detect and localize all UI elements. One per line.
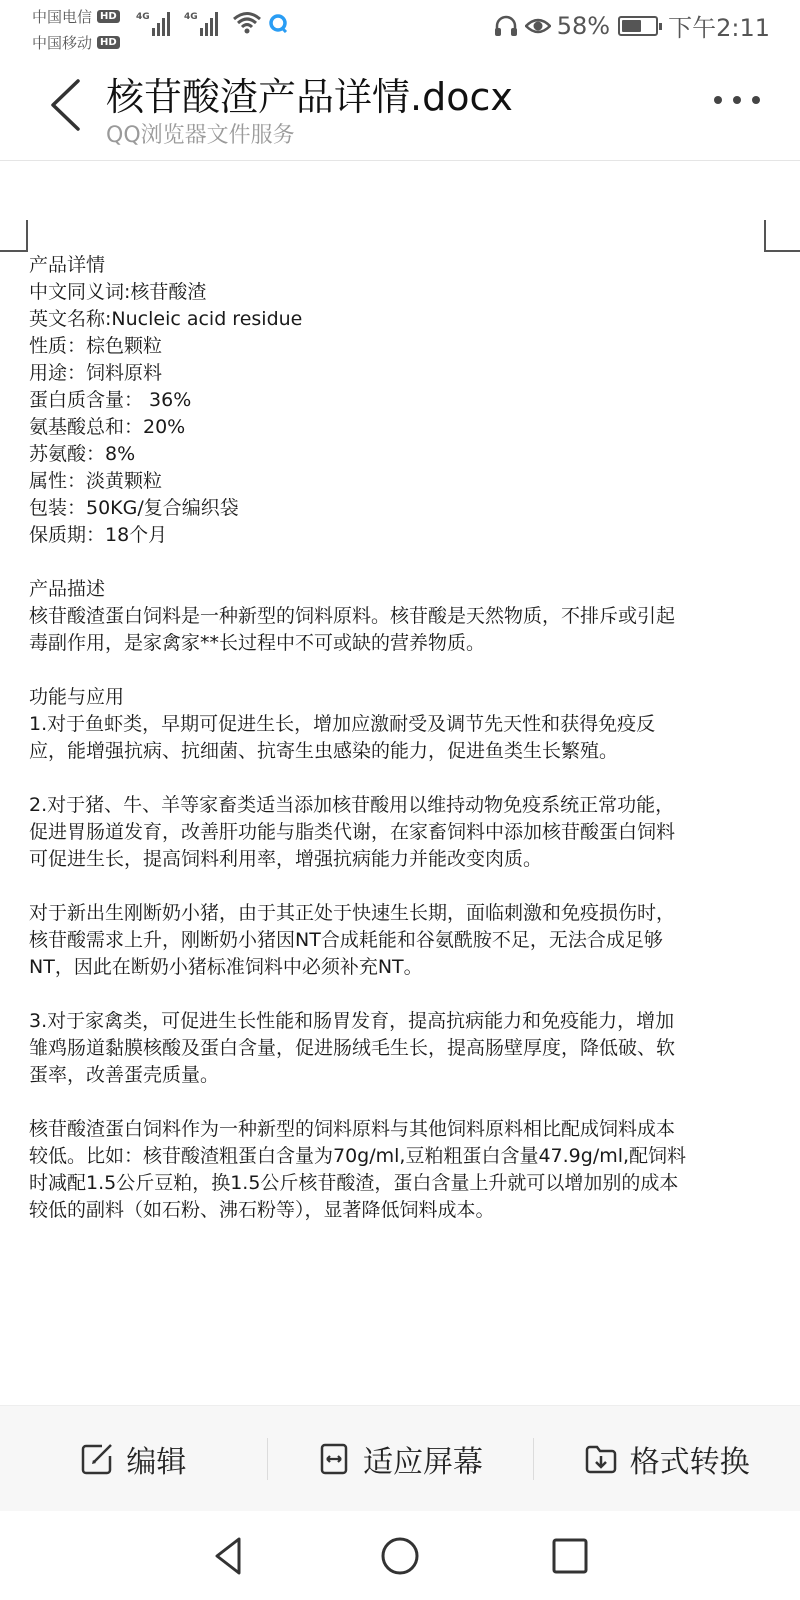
fit-screen-icon	[317, 1442, 351, 1476]
paragraph-line: 1.对于鱼虾类，早期可促进生长，增加应激耐受及调节先天性和获得免疫反	[29, 713, 656, 735]
more-menu-icon[interactable]	[714, 90, 760, 110]
battery-icon	[618, 16, 658, 36]
signal-icon-2	[184, 12, 220, 36]
format-convert-button[interactable]	[533, 1406, 800, 1512]
description-line: 毒副作用，是家禽家**长过程中不可或缺的营养物质。	[29, 632, 486, 654]
detail-line: 英文名称:Nucleic acid residue	[29, 308, 303, 330]
edit-label: 编辑	[126, 1445, 187, 1480]
paragraph-line: 蛋率，改善蛋壳质量。	[29, 1064, 220, 1086]
paragraph-line: 核苷酸需求上升，刚断奶小猪因NT合成耗能和谷氨酰胺不足，无法合成足够	[29, 929, 663, 951]
network-type-2: 4G	[184, 12, 198, 22]
hd-badge-1: HD	[97, 10, 120, 23]
status-right	[493, 8, 770, 43]
paragraph-line: 3.对于家禽类，可促进生长性能和肠胃发育，提高抗病能力和免疫能力，增加	[29, 1010, 675, 1032]
hd-badge-2: HD	[97, 36, 120, 49]
detail-line: 属性：淡黄颗粒	[29, 470, 163, 492]
detail-line: 苏氨酸：8%	[29, 443, 136, 465]
battery-percent: 58%	[556, 11, 611, 40]
detail-line: 中文同义词:核苷酸渣	[29, 281, 207, 303]
status-bar	[0, 0, 800, 52]
folder-download-icon	[584, 1442, 618, 1476]
fit-screen-label: 适应屏幕	[363, 1445, 483, 1480]
bottom-toolbar	[0, 1405, 800, 1512]
paragraph-line: 对于新出生刚断奶小猪，由于其正处于快速生长期，面临刺激和免疫损伤时，	[29, 902, 676, 924]
headset-icon	[493, 14, 519, 38]
clock: 下午2:11	[668, 14, 770, 42]
paragraph-livestock	[29, 792, 769, 873]
description-line: 核苷酸渣蛋白饲料是一种新型的饲料原料。核苷酸是天然物质，不排斥或引起	[29, 605, 676, 627]
fit-screen-button[interactable]	[267, 1406, 534, 1512]
nav-home-icon[interactable]	[375, 1531, 425, 1581]
carrier-1	[32, 6, 120, 27]
paragraph-fish	[29, 711, 769, 765]
detail-line: 产品详情	[29, 254, 106, 276]
product-details	[29, 252, 769, 549]
nav-back-icon[interactable]	[205, 1531, 255, 1581]
description-heading: 产品描述	[29, 578, 106, 600]
document-body	[29, 252, 769, 1224]
paragraph-line: 较低。比如：核苷酸渣粗蛋白含量为70g/ml,豆粕粗蛋白含量47.9g/ml,配饲料	[29, 1145, 687, 1167]
nav-recent-icon[interactable]	[545, 1531, 595, 1581]
qq-browser-icon	[268, 13, 288, 33]
page-corner-mark-left	[0, 220, 28, 252]
edit-button[interactable]	[0, 1406, 267, 1512]
paragraph-line: 核苷酸渣蛋白饲料作为一种新型的饲料原料与其他饲料原料相比配成饲料成本	[29, 1118, 676, 1140]
document-title: 核苷酸渣产品详情.docx	[106, 75, 513, 119]
detail-line: 氨基酸总和：20%	[29, 416, 186, 438]
description-text	[29, 603, 769, 657]
signal-icon	[136, 12, 172, 36]
detail-line: 蛋白质含量： 36%	[29, 389, 192, 411]
paragraph-line: 可促进生长，提高饲料利用率，增强抗病能力并能改变肉质。	[29, 848, 543, 870]
carrier-2-label: 中国移动	[32, 34, 93, 52]
network-type-1: 4G	[136, 12, 150, 22]
paragraph-line: 雏鸡肠道黏膜核酸及蛋白含量，促进肠绒毛生长，提高肠壁厚度，降低破、软	[29, 1037, 676, 1059]
app-header	[0, 60, 800, 161]
function-heading: 功能与应用	[29, 686, 125, 708]
detail-line: 保质期：18个月	[29, 524, 168, 546]
detail-line: 性质：棕色颗粒	[29, 335, 163, 357]
page-corner-mark-right	[764, 220, 800, 252]
document-subtitle: QQ浏览器文件服务	[106, 123, 295, 148]
paragraph-line: 时减配1.5公斤豆粕，换1.5公斤核苷酸渣，蛋白含量上升就可以增加别的成本	[29, 1172, 679, 1194]
detail-line: 包装：50KG/复合编织袋	[29, 497, 239, 519]
paragraph-line: 促进胃肠道发育，改善肝功能与脂类代谢，在家畜饲料中添加核苷酸蛋白饲料	[29, 821, 676, 843]
paragraph-poultry	[29, 1008, 769, 1089]
paragraph-line: NT，因此在断奶小猪标准饲料中必须补充NT。	[29, 956, 423, 978]
paragraph-line: 较低的副料（如石粉、沸石粉等），显著降低饲料成本。	[29, 1199, 495, 1221]
carrier-1-label: 中国电信	[32, 8, 93, 26]
paragraph-line: 应，能增强抗病、抗细菌、抗寄生虫感染的能力，促进鱼类生长繁殖。	[29, 740, 619, 762]
edit-icon	[80, 1442, 114, 1476]
system-nav-bar	[0, 1511, 800, 1600]
detail-line: 用途：饲料原料	[29, 362, 163, 384]
paragraph-piglets	[29, 900, 769, 981]
eye-icon	[525, 14, 551, 38]
format-convert-label: 格式转换	[629, 1445, 750, 1480]
paragraph-line: 2.对于猪、牛、羊等家畜类适当添加核苷酸用以维持动物免疫系统正常功能，	[29, 794, 675, 816]
carrier-2	[32, 32, 120, 53]
paragraph-cost	[29, 1116, 769, 1224]
back-arrow-icon[interactable]	[48, 78, 82, 132]
wifi-icon	[232, 10, 262, 34]
